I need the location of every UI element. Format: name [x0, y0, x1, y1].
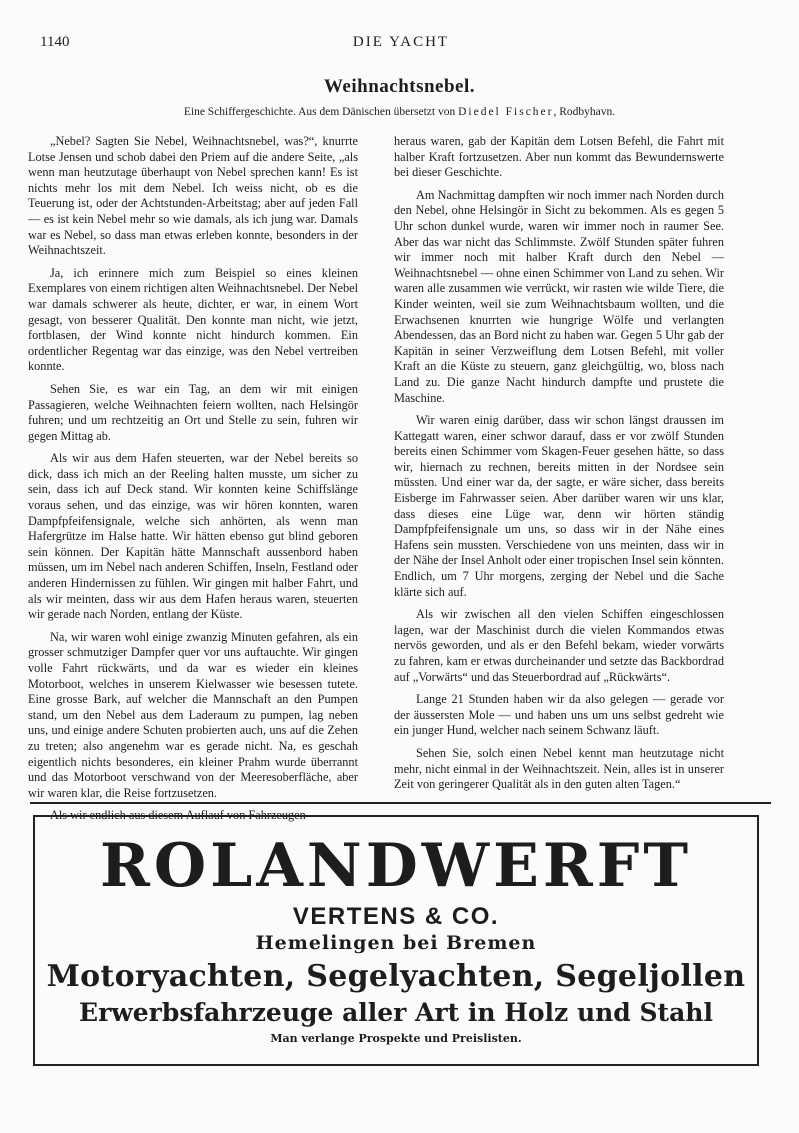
advertisement-box — [33, 815, 759, 1066]
paragraph: Sehen Sie, es war ein Tag, an dem wir mit einigen Passagieren, welche Weihnachten feiern wollten, nach Helsingör fuhren; und um rechtzeitig an Ort und Stelle zu sein, fuhren wir gegen Mittag ab. — [28, 381, 358, 443]
article-title: Weihnachtsnebel. — [323, 76, 476, 97]
subtitle-suffix: , Rodbyhavn. — [553, 106, 616, 118]
paragraph: Sehen Sie, solch einen Nebel kennt man heutzutage nicht mehr, nicht einmal in der Weihnachtszeit. Nein, alles ist in unserer Zeit von geringerer Qualität als in den guten alten Tagen.“ — [394, 745, 724, 792]
paragraph: „Nebel? Sagten Sie Nebel, Weihnachtsnebel, was?“, knurrte Lotse Jensen und schob dabei den Priem auf die andere Seite, „als wenn man heutzutage überhaupt von Nebel sprechen kann! Es ist nichts mehr los mit dem Nebel. Ich weiss nicht, ob es die Teuerung ist, oder der Achtstunden-Arbeitstag; aber auf jeden Fall — es ist kein Nebel mehr so wie damals, als ich jung war. Damals war es Nebel, so dass man etwas erleben konnte, besonders in der Weihnachtszeit. — [28, 134, 358, 258]
article-subtitle — [0, 106, 799, 118]
ad-product-line: Motoryachten, Segelyachten, Segeljollen — [46, 959, 746, 994]
paragraph: Lange 21 Stunden haben wir da also gelegen — gerade vor der äussersten Mole — und haben uns um uns selbst gedreht wie ein junger Hund, welcher nach seinem Schwanz läuft. — [394, 692, 724, 738]
page-number: 1140 — [40, 34, 70, 50]
ad-company-name: VERTENS & CO. — [292, 903, 500, 930]
text-column-left — [28, 134, 358, 831]
section-divider — [30, 802, 771, 804]
paragraph: Am Nachmittag dampften wir noch immer nach Norden durch den Nebel, ohne Helsingör in Sicht zu bekommen. Als es gegen 5 Uhr schon dunkel wurde, waren wir immer noch in raumer See. Aber das war nicht das Schlimmste. Zwölf Stunden später fuhren wir immer noch mit halber Kraft durch den Nebel — Weihnachtsnebel — ohne einen Schimmer von Land zu sehen. Wir waren alle zusammen wie verrückt, wir rasten wie wilde Tiere, die Kinder weinten, weil sie zum Weihnachtsbaum wollten, und die Erwachsenen knurrten wie hungrige Wölfe und verlangten Abendessen, das an Bord nicht zu haben war. Gegen 5 Uhr gab der Kapitän in seiner Verzweiflung dem Lotsen Befehl, mit voller Kraft an die Küste zu steuern, ganz gleichgültig, wo, bloss nach Land zu. Die ganze Nacht hindurch dampfte und prustete die Maschine. — [394, 187, 724, 405]
ad-brand-name: ROLANDWERFT — [100, 831, 692, 901]
ad-location: Hemelingen bei Bremen — [255, 932, 537, 954]
ad-note: Man verlange Prospekte und Preislisten. — [270, 1032, 522, 1045]
subtitle-prefix: Eine Schiffergeschichte. Aus dem Dänischen übersetzt von — [183, 106, 459, 118]
text-column-right — [394, 134, 724, 800]
paragraph: Wir waren einig darüber, dass wir schon längst draussen im Kattegatt waren, einer schwor darauf, dass er vor zwölf Stunden bereits einen Schimmer vom Skagen-Feuer gesehen hätte, so dass wir, hiernach zu rechnen, bereits mitten in der Nordsee sein müssten. Und einer war da, der sagte, er wäre sicher, dass bereits Eisberge im Fahrwasser seien. Aber darüber waren wir uns klar, dass dieses eine Lüge war, denn wir hörten ständig Dampfpfeifensignale um uns, so dass wir in der Nähe eines Hafens sein mussten. Verschiedene von uns meinten, dass wir in der Nähe der Insel Anholt oder einer tropischen Insel sein könnten. Endlich, um 7 Uhr morgens, zerging der Nebel und die Sache klärte sich auf. — [394, 413, 724, 599]
translator-name: Diedel Fischer — [458, 106, 554, 118]
paragraph: Na, wir waren wohl einige zwanzig Minuten gefahren, als ein grosser schmutziger Dampfer quer vor uns auftauchte. Wir gingen volle Fahrt rückwärts, und da war es wieder ein kleines Motorboot, welches in unserem Kielwasser wie besessen tutete. Eine grosse Bark, auf welcher die Mannschaft an den Pumpen stand, um den Nebel aus dem Laderaum zu pumpen, lag neben uns, und einige andere Schuten probierten auch, uns auf die Zehen zu treten; also angenehm war es gerade nicht. Na, es geschah eigentlich nichts besonderes, ein kleiner Prahm wurde überrannt und das Motorboot verschwand von der Meeresoberfläche, aber wir waren klar, die Reise fortzusetzen. — [28, 629, 358, 800]
paragraph: Ja, ich erinnere mich zum Beispiel so eines kleinen Exemplares von einem richtigen alten Weihnachtsnebel. Der Nebel war damals schwerer als heute, dichter, er war, in einem Wort gesagt, von besserer Qualität. Den konnte man nicht, wie jetzt, fortblasen, der Wind konnte nicht hindurch kommen. Ein ordentlicher Regentag war das einzige, was den Nebel vertreiben konnte. — [28, 265, 358, 374]
paragraph: Als wir aus dem Hafen steuerten, war der Nebel bereits so dick, dass ich mich an der Reeling halten musste, um sicher zu sein, dass ich auf Deck stand. Wir konnten keine Schiffslänge voraus sehen, und das einzige, was wir hören konnten, waren Dampfpfeifensignale, welche sich anhörten, als wenn man Hafergrütze im Halse hatte. Wir hätten ebenso gut blind geboren sein können. Der Kapitän hätte Mannschaft aussenbord haben müssen, um im Nebel nach anderen Schiffen, Inseln, Festland oder anderen Hindernissen zu fühlen. Wir gingen mit halber Fahrt, und als wir meinten, dass wir aus dem Hafen heraus waren, steuerten wir gerade nach Norden, entlang der Küste. — [28, 451, 358, 622]
paragraph: Als wir zwischen all den vielen Schiffen eingeschlossen lagen, war der Maschinist durch die vielen Kommandos etwas nervös geworden, und als er den Befehl bekam, wieder vorwärts zu fahren, kam er etwas durcheinander und setzte das Backbordrad auf „Vorwärts“ und das Steuerbordrad auf „Rückwärts“. — [394, 607, 724, 684]
paragraph: Als wir endlich aus diesem Auflauf von Fahrzeugen — [50, 808, 306, 823]
ad-product-line-secondary: Erwerbsfahrzeuge aller Art in Holz und Stahl — [79, 998, 713, 1027]
journal-title: DIE YACHT — [352, 34, 450, 50]
paragraph: heraus waren, gab der Kapitän dem Lotsen Befehl, die Fahrt mit halber Kraft fortzusetzen. Aber nun kommt das Bewundernswerte bei dieser Geschichte. — [394, 134, 724, 180]
page-header — [40, 34, 762, 56]
